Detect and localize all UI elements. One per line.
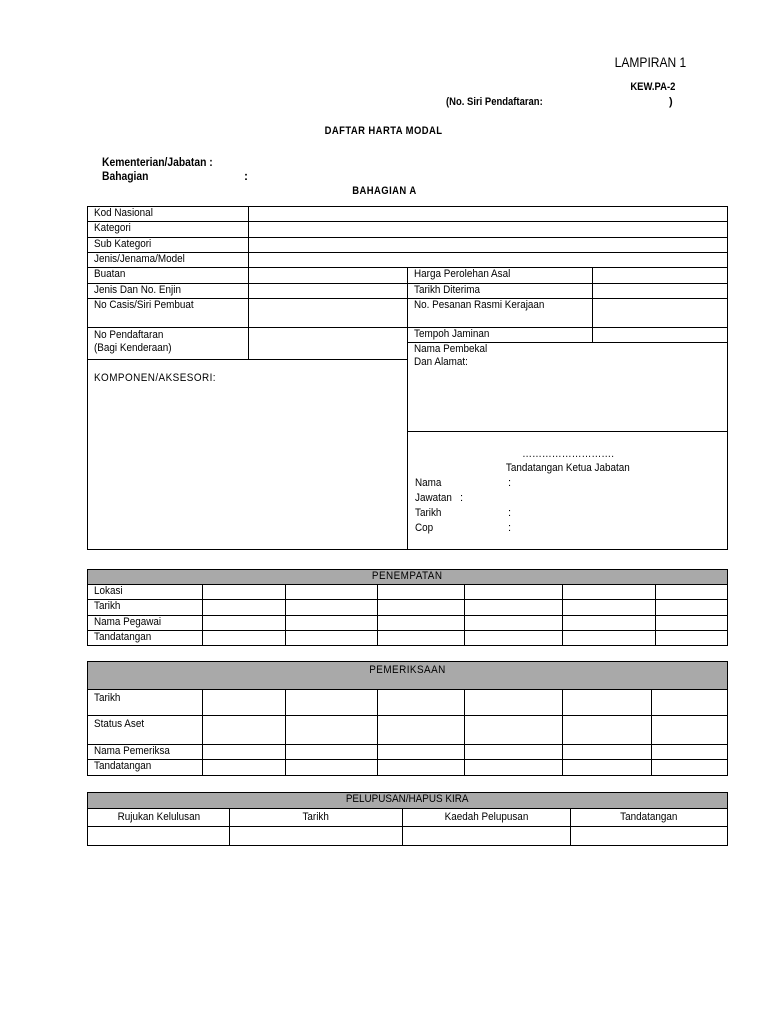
penempatan-cell[interactable] xyxy=(656,631,728,646)
pemeriksaan-cell[interactable] xyxy=(378,690,465,716)
penempatan-row-label: Tarikh xyxy=(88,600,203,616)
pemeriksaan-cell[interactable] xyxy=(652,690,728,716)
pelupusan-header: PELUPUSAN/HAPUS KIRA xyxy=(88,793,728,809)
penempatan-cell[interactable] xyxy=(656,616,728,631)
tandatangan-ketua-label: Tandatangan Ketua Jabatan xyxy=(506,462,630,474)
no-pendaftaran-value[interactable] xyxy=(249,328,408,360)
harga-perolehan-label: Harga Perolehan Asal xyxy=(408,268,593,284)
siri-pendaftaran-close: ) xyxy=(669,96,673,108)
cop-colon: : xyxy=(508,522,512,534)
pemeriksaan-cell[interactable] xyxy=(286,745,378,760)
penempatan-row-label: Nama Pegawai xyxy=(88,616,203,631)
kategori-label: Kategori xyxy=(88,222,249,238)
tarikh-header: Tarikh xyxy=(230,809,403,827)
penempatan-cell[interactable] xyxy=(286,631,378,646)
penempatan-cell[interactable] xyxy=(286,585,378,600)
buatan-label: Buatan xyxy=(88,268,249,284)
form-code: KEW.PA-2 xyxy=(629,81,675,93)
pemeriksaan-row-label: Tarikh xyxy=(88,690,203,716)
penempatan-cell[interactable] xyxy=(203,585,286,600)
pemeriksaan-row-label: Tandatangan xyxy=(88,760,203,776)
kaedah-pelupusan-header: Kaedah Pelupusan xyxy=(403,809,571,827)
pemeriksaan-table xyxy=(87,661,728,776)
penempatan-row-label: Tandatangan xyxy=(88,631,203,646)
rujukan-kelulusan-header: Rujukan Kelulusan xyxy=(88,809,230,827)
pemeriksaan-cell[interactable] xyxy=(465,745,563,760)
pemeriksaan-cell[interactable] xyxy=(203,690,286,716)
nama-label: Nama xyxy=(415,477,442,489)
tempoh-jaminan-value[interactable] xyxy=(593,328,728,343)
tarikh-diterima-label: Tarikh Diterima xyxy=(408,284,593,299)
table-row xyxy=(88,585,728,600)
pemeriksaan-cell[interactable] xyxy=(286,760,378,776)
penempatan-cell[interactable] xyxy=(465,631,563,646)
section-title-bahagian-a: BAHAGIAN A xyxy=(351,185,417,197)
harga-perolehan-value[interactable] xyxy=(593,268,728,284)
tarikh-colon: : xyxy=(508,507,512,519)
penempatan-cell[interactable] xyxy=(563,631,656,646)
penempatan-cell[interactable] xyxy=(203,600,286,616)
pemeriksaan-cell[interactable] xyxy=(652,760,728,776)
pemeriksaan-cell[interactable] xyxy=(286,690,378,716)
penempatan-cell[interactable] xyxy=(378,631,465,646)
penempatan-cell[interactable] xyxy=(563,600,656,616)
penempatan-cell[interactable] xyxy=(286,616,378,631)
pemeriksaan-cell[interactable] xyxy=(652,745,728,760)
penempatan-row-label: Lokasi xyxy=(88,585,203,600)
pemeriksaan-row-label: Status Aset xyxy=(88,716,203,745)
pemeriksaan-cell[interactable] xyxy=(203,760,286,776)
penempatan-cell[interactable] xyxy=(465,616,563,631)
jawatan-label: Jawatan xyxy=(415,492,452,504)
pemeriksaan-cell[interactable] xyxy=(378,745,465,760)
bahagian-colon: : xyxy=(244,169,248,183)
table-row xyxy=(88,827,728,846)
sub-kategori-label: Sub Kategori xyxy=(88,238,249,253)
pemeriksaan-cell[interactable] xyxy=(563,745,652,760)
komponen-aksesori-cell[interactable]: KOMPONEN/AKSESORI: xyxy=(88,360,408,550)
pemeriksaan-cell[interactable] xyxy=(378,760,465,776)
cop-label: Cop xyxy=(415,522,434,534)
no-pendaftaran-label: No Pendaftaran (Bagi Kenderaan) xyxy=(88,328,249,360)
penempatan-cell[interactable] xyxy=(465,600,563,616)
jenis-no-enjin-value[interactable] xyxy=(249,284,408,299)
penempatan-cell[interactable] xyxy=(563,585,656,600)
tandatangan-header: Tandatangan xyxy=(571,809,728,827)
jawatan-colon: : xyxy=(460,492,464,504)
table-row xyxy=(88,745,728,760)
table-row xyxy=(88,809,728,827)
penempatan-cell[interactable] xyxy=(656,600,728,616)
pemeriksaan-cell[interactable] xyxy=(378,716,465,745)
kod-nasional-value[interactable] xyxy=(249,207,728,222)
pemeriksaan-cell[interactable] xyxy=(652,716,728,745)
table-row xyxy=(88,690,728,716)
pemeriksaan-header: PEMERIKSAAN xyxy=(88,662,728,690)
penempatan-cell[interactable] xyxy=(465,585,563,600)
pelupusan-cell[interactable] xyxy=(230,827,403,846)
bahagian-a-table xyxy=(87,206,728,550)
penempatan-cell[interactable] xyxy=(378,585,465,600)
penempatan-cell[interactable] xyxy=(378,600,465,616)
penempatan-cell[interactable] xyxy=(286,600,378,616)
penempatan-header: PENEMPATAN xyxy=(88,570,728,585)
nama-pembekal-cell[interactable]: Nama Pembekal Dan Alamat: xyxy=(408,343,728,432)
pemeriksaan-cell[interactable] xyxy=(465,716,563,745)
tempoh-jaminan-label: Tempoh Jaminan xyxy=(408,328,593,343)
siri-pendaftaran-label: (No. Siri Pendaftaran: xyxy=(446,96,543,108)
signature-dots: ………………………. xyxy=(522,448,614,460)
nama-colon: : xyxy=(508,477,512,489)
kod-nasional-label: Kod Nasional xyxy=(88,207,249,222)
pemeriksaan-cell[interactable] xyxy=(563,716,652,745)
penempatan-cell[interactable] xyxy=(656,585,728,600)
kementerian-label: Kementerian/Jabatan : xyxy=(102,155,213,169)
pemeriksaan-cell[interactable] xyxy=(563,690,652,716)
penempatan-table xyxy=(87,569,728,646)
pelupusan-cell[interactable] xyxy=(571,827,728,846)
no-casis-label: No Casis/Siri Pembuat xyxy=(88,299,249,328)
tandatangan-ketua-cell[interactable] xyxy=(408,432,728,550)
pemeriksaan-cell[interactable] xyxy=(203,716,286,745)
penempatan-cell[interactable] xyxy=(378,616,465,631)
tarikh-diterima-value[interactable] xyxy=(593,284,728,299)
pemeriksaan-cell[interactable] xyxy=(465,690,563,716)
sub-kategori-value[interactable] xyxy=(249,238,728,253)
pelupusan-cell[interactable] xyxy=(88,827,230,846)
pemeriksaan-row-label: Nama Pemeriksa xyxy=(88,745,203,760)
pelupusan-table xyxy=(87,792,728,846)
no-casis-value[interactable] xyxy=(249,299,408,328)
tarikh-label: Tarikh xyxy=(415,507,442,519)
table-row xyxy=(88,716,728,745)
jenis-no-enjin-label: Jenis Dan No. Enjin xyxy=(88,284,249,299)
pelupusan-cell[interactable] xyxy=(403,827,571,846)
no-pesanan-label: No. Pesanan Rasmi Kerajaan xyxy=(408,299,593,328)
bahagian-label: Bahagian xyxy=(102,169,149,183)
no-pesanan-value[interactable] xyxy=(593,299,728,328)
buatan-value[interactable] xyxy=(249,268,408,284)
pemeriksaan-cell[interactable] xyxy=(563,760,652,776)
kategori-value[interactable] xyxy=(249,222,728,238)
lampiran-label: LAMPIRAN 1 xyxy=(614,54,686,70)
penempatan-cell[interactable] xyxy=(203,631,286,646)
table-row xyxy=(88,631,728,646)
penempatan-cell[interactable] xyxy=(203,616,286,631)
jenis-jenama-model-label: Jenis/Jenama/Model xyxy=(88,253,249,268)
pemeriksaan-cell[interactable] xyxy=(203,745,286,760)
penempatan-cell[interactable] xyxy=(563,616,656,631)
table-row xyxy=(88,616,728,631)
pemeriksaan-cell[interactable] xyxy=(465,760,563,776)
pemeriksaan-cell[interactable] xyxy=(286,716,378,745)
table-row xyxy=(88,600,728,616)
jenis-jenama-model-value[interactable] xyxy=(249,253,728,268)
table-row xyxy=(88,760,728,776)
page-title: DAFTAR HARTA MODAL xyxy=(325,125,443,137)
